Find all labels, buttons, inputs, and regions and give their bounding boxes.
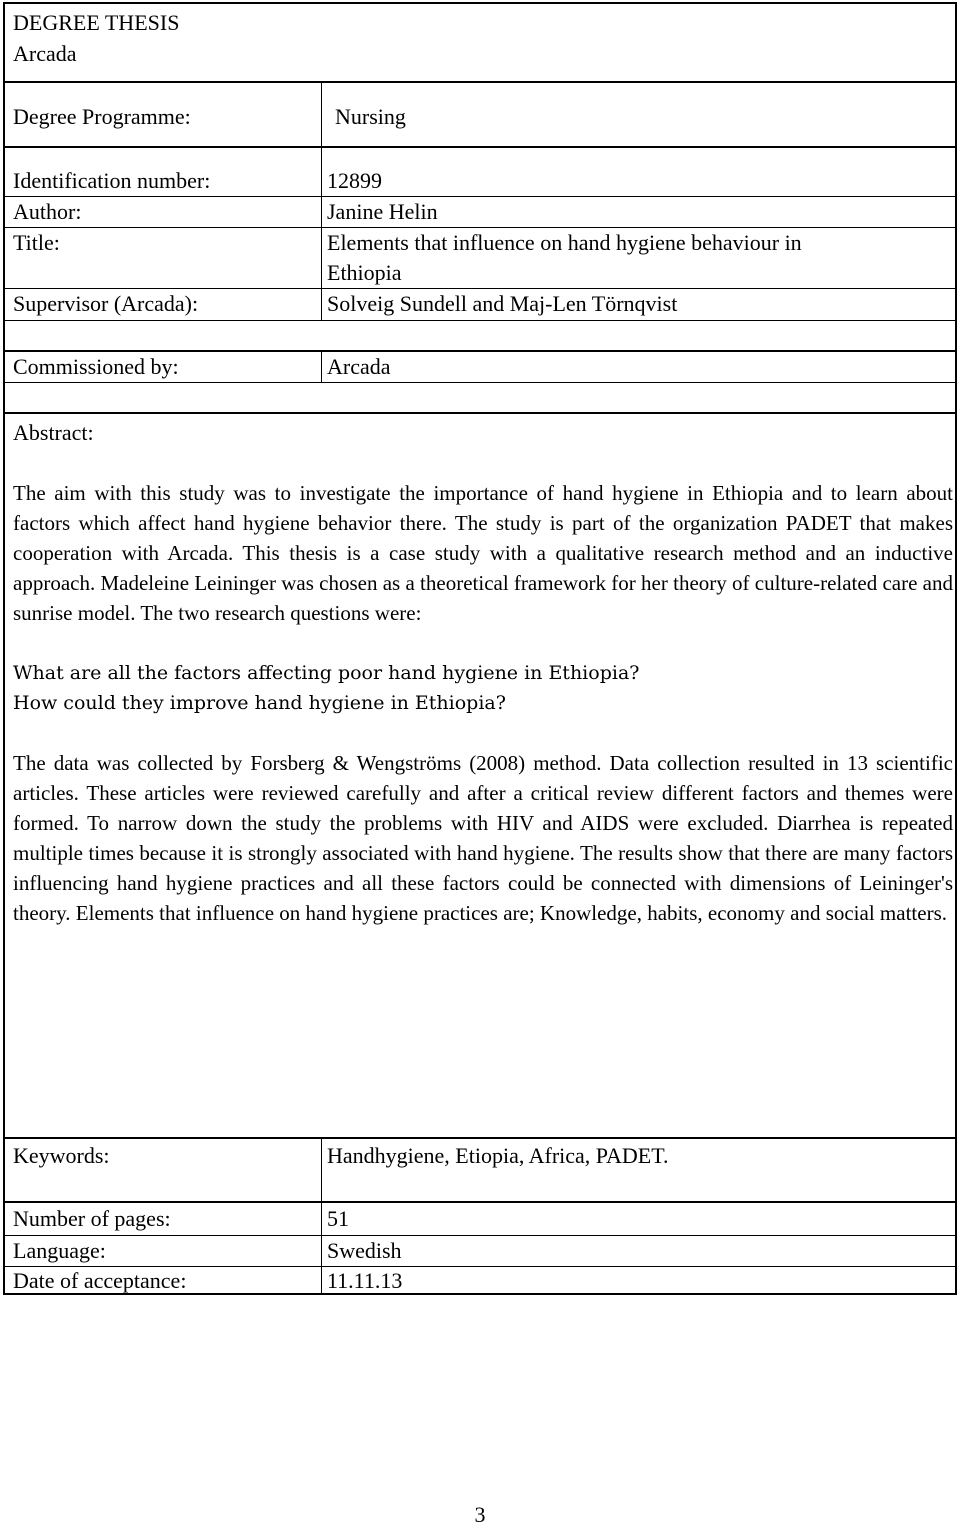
thesis-info-form <box>3 2 957 1295</box>
author-label: Author: <box>13 199 82 224</box>
commission-label: Commissioned by: <box>13 354 179 379</box>
programme-value: Nursing <box>335 104 406 129</box>
language-value: Swedish <box>327 1238 402 1263</box>
divider <box>5 1201 955 1203</box>
language-label: Language: <box>13 1238 106 1263</box>
keywords-value: Handhygiene, Etiopia, Africa, PADET. <box>327 1143 669 1168</box>
institution: Arcada <box>13 41 77 66</box>
id-value: 12899 <box>327 168 382 193</box>
research-question: What are all the factors affecting poor hand hygiene in Ethiopia? <box>13 662 640 684</box>
research-question: How could they improve hand hygiene in Ethiopia? <box>13 692 506 714</box>
abstract-body <box>13 478 953 928</box>
supervisor-value: Solveig Sundell and Maj-Len Törnqvist <box>327 291 678 316</box>
commission-value: Arcada <box>327 354 391 379</box>
divider <box>5 412 955 414</box>
column-divider <box>321 148 322 320</box>
pages-label: Number of pages: <box>13 1206 171 1231</box>
abstract-label: Abstract: <box>13 420 94 445</box>
title-value-line1: Elements that influence on hand hygiene behaviour in <box>327 230 802 255</box>
id-label: Identification number: <box>13 168 211 193</box>
title-value-line2: Ethiopia <box>327 260 402 285</box>
doc-type: DEGREE THESIS <box>13 10 180 35</box>
divider <box>5 1137 955 1139</box>
title-label: Title: <box>13 230 60 255</box>
abstract-paragraph: The aim with this study was to investigate the importance of hand hygiene in Ethiopia and to learn about factors which affect hand hygiene behavior there. The study is part of the organization PADET that makes cooperation with Arcada. This thesis is a case study with a qualitative research method and an inductive approach. Madeleine Leininger was chosen as a theoretical framework for her theory of culture-related care and sunrise model. The two research questions were: <box>13 481 953 625</box>
page-number: 3 <box>474 1502 486 1527</box>
column-divider <box>321 1139 322 1201</box>
keywords-label: Keywords: <box>13 1143 110 1168</box>
author-value: Janine Helin <box>327 199 438 224</box>
column-divider <box>321 352 322 382</box>
date-value: 11.11.13 <box>327 1268 403 1293</box>
column-divider <box>321 1203 322 1293</box>
date-label: Date of acceptance: <box>13 1268 187 1293</box>
abstract-paragraph: The data was collected by Forsberg & Wengströms (2008) method. Data collection resulted in 13 scientific articles. These articles were reviewed carefully and after a critical review different factors and themes were formed. To narrow down the study the problems with HIV and AIDS were excluded. Diarrhea is repeated multiple times because it is strongly associated with hand hygiene. The results show that there are many factors influencing hand hygiene practices and all these factors could be connected with dimensions of Leininger's theory. Elements that influence on hand hygiene practices are; Knowledge, habits, economy and social matters. <box>13 751 953 925</box>
column-divider <box>321 83 322 146</box>
programme-label: Degree Programme: <box>13 104 191 129</box>
pages-value: 51 <box>327 1206 349 1231</box>
divider <box>5 81 955 83</box>
divider <box>5 382 955 383</box>
divider <box>5 320 955 321</box>
supervisor-label: Supervisor (Arcada): <box>13 291 199 316</box>
divider <box>5 1235 955 1236</box>
divider <box>5 146 955 148</box>
divider <box>5 196 955 197</box>
